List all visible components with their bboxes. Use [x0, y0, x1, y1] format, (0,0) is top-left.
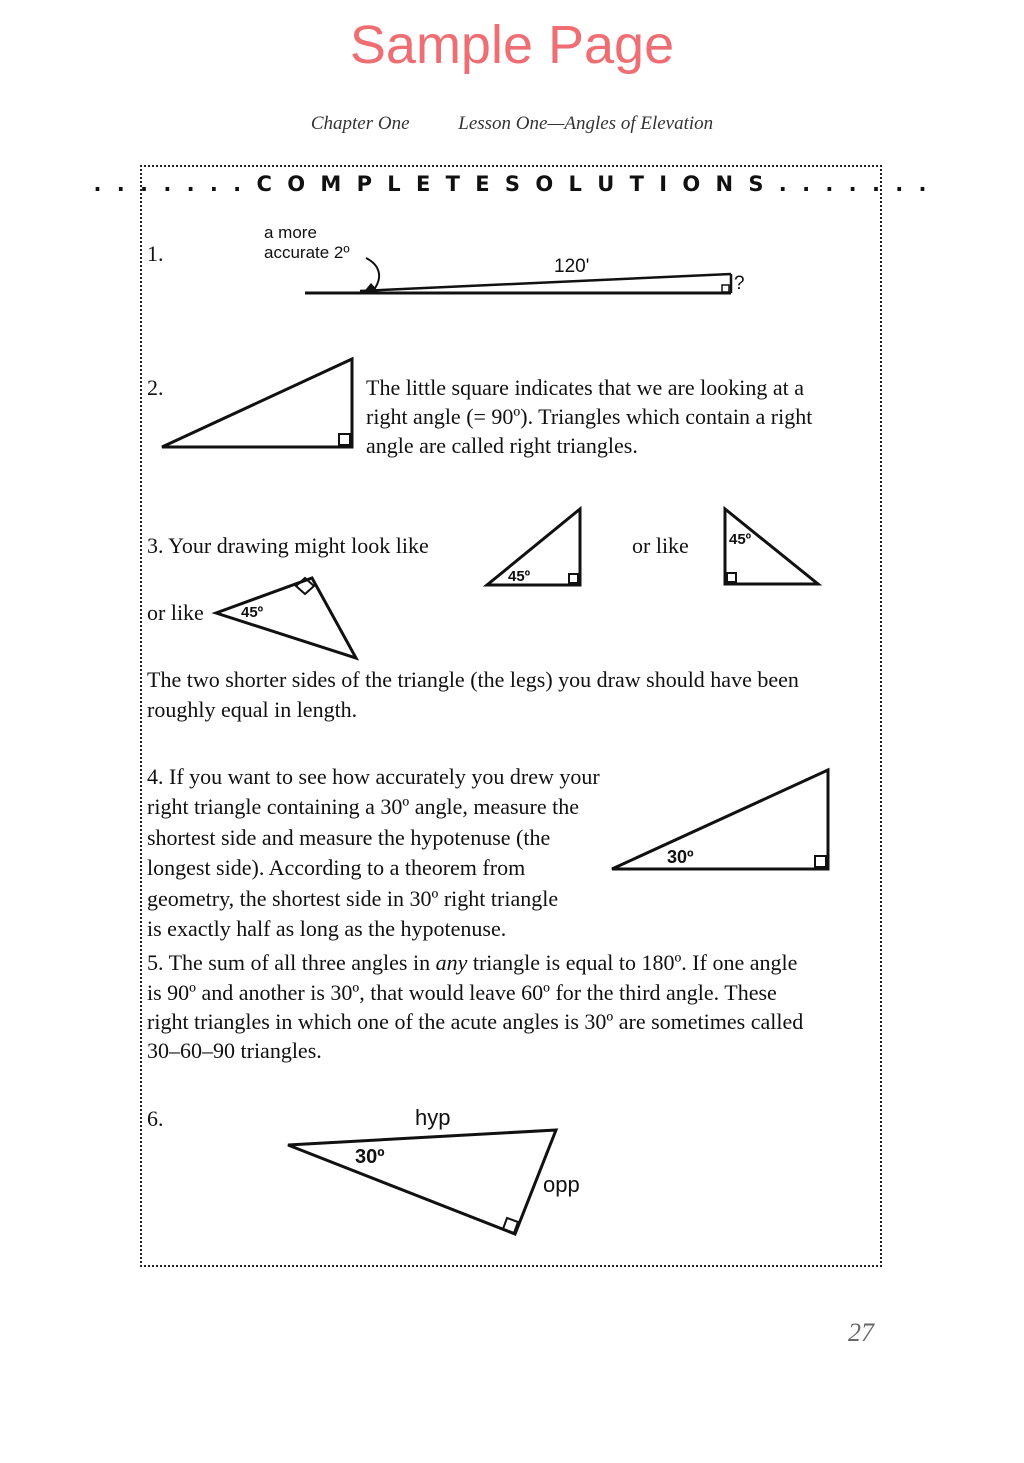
problem-4-line-5: geometry, the shortest side in 30º right triangle — [147, 886, 559, 911]
problem-3-or-like-1: or like — [632, 533, 689, 558]
problem-1-annotation-line2: accurate 2º — [264, 243, 350, 262]
chapter-title: Chapter One — [310, 113, 410, 134]
problem-5-emphasis: any — [435, 950, 468, 975]
problem-6-hyp-label: hyp — [415, 1105, 451, 1130]
problem-1-triangle — [305, 258, 731, 294]
problem-6-triangle — [288, 1130, 556, 1234]
problem-3-triangle-c — [216, 578, 356, 658]
problem-1-number: 1. — [147, 241, 164, 266]
problem-3-angle-label-c: 45º — [241, 604, 264, 621]
problem-3-triangle-b — [725, 509, 818, 584]
problem-3-intro: 3. Your drawing might look like — [147, 533, 429, 558]
problem-4-line-4: longest side). According to a theorem from — [147, 855, 526, 880]
problem-4-line-6: is exactly half as long as the hypotenuse. — [147, 916, 507, 941]
problem-4-triangle — [612, 770, 828, 869]
problem-4-line-1: 4. If you want to see how accurately you drew your — [147, 764, 600, 789]
problem-1-unknown-label: ? — [734, 273, 745, 294]
problem-1-length-label: 120' — [554, 256, 590, 277]
problem-3-triangle-a — [487, 509, 580, 585]
sample-page-watermark: Sample Page — [349, 15, 675, 75]
problem-3-conclusion-line-1: The two shorter sides of the triangle (the legs) you draw should have been — [147, 667, 799, 692]
problem-6-opp-label: opp — [543, 1172, 580, 1197]
problem-2-line-2: right angle (= 90º). Triangles which contain a right — [366, 404, 813, 429]
problem-3-angle-label-a: 45º — [508, 568, 531, 585]
problem-5-line-1-after: triangle is equal to 180º. If one angle — [467, 950, 798, 975]
problem-5-line-2: is 90º and another is 30º, that would leave 60º for the third angle. These — [147, 980, 777, 1005]
problem-2-number: 2. — [147, 375, 164, 400]
problem-5-line-1-before: 5. The sum of all three angles in — [147, 950, 436, 975]
problem-3-conclusion-line-2: roughly equal in length. — [147, 697, 358, 722]
complete-solutions-banner: . . . . . . . C O M P L E T E S O L U T I O N S . . . . . . . — [93, 172, 931, 196]
problem-6-number: 6. — [147, 1106, 164, 1131]
problem-5-line-3: right triangles in which one of the acute angles is 30º are sometimes called — [147, 1009, 804, 1034]
problem-2-line-3: angle are called right triangles. — [366, 433, 638, 458]
lesson-title: Lesson One—Angles of Elevation — [458, 113, 714, 134]
page-number: 27 — [848, 1318, 874, 1347]
problem-3-angle-label-b: 45º — [729, 531, 752, 548]
problem-4-line-3: shortest side and measure the hypotenuse (the — [147, 825, 551, 850]
problem-5-line-4: 30–60–90 triangles. — [147, 1038, 322, 1063]
problem-4-line-2: right triangle containing a 30º angle, measure the — [147, 794, 580, 819]
problem-2-triangle — [162, 359, 352, 447]
problem-6-angle-label: 30º — [355, 1146, 385, 1168]
problem-1-annotation-line1: a more — [264, 223, 317, 242]
problem-3-or-like-2: or like — [147, 600, 204, 625]
problem-2-line-1: The little square indicates that we are looking at a — [366, 375, 805, 400]
problem-4-angle-label: 30º — [667, 847, 694, 867]
